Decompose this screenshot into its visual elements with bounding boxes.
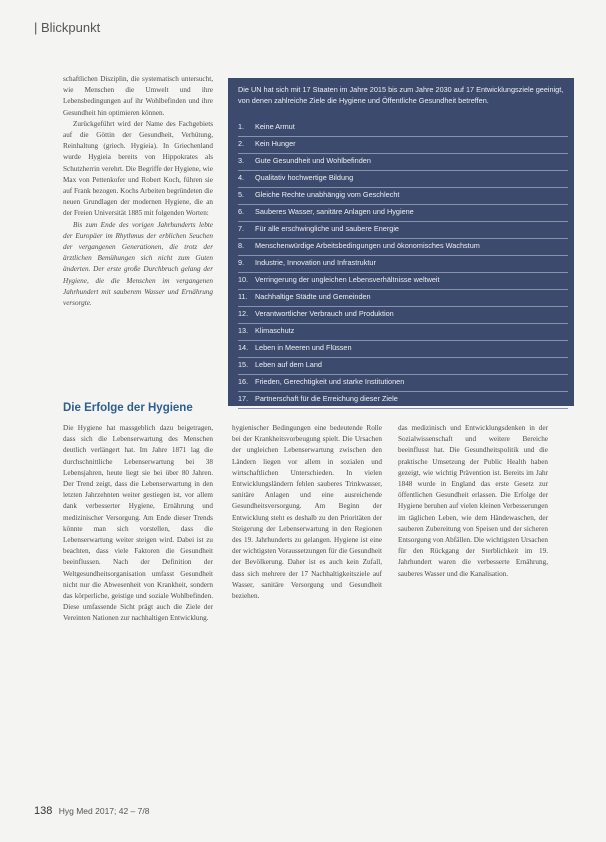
goal-number: 15. — [238, 360, 249, 369]
goal-number: 7. — [238, 224, 245, 233]
journal-issue: Hyg Med 2017; 42 – 7/8 — [58, 806, 150, 816]
goal-number: 2. — [238, 139, 245, 148]
goal-item — [238, 170, 568, 188]
section-header: | Blickpunkt — [34, 20, 101, 35]
goal-label: Verringerung der ungleichen Lebensverhältnisse weltweit — [255, 275, 440, 284]
goal-label: Nachhaltige Städte und Gemeinden — [255, 292, 371, 301]
goal-number: 8. — [238, 241, 245, 250]
page-footer — [34, 805, 149, 817]
goal-number: 10. — [238, 275, 249, 284]
goal-number: 11. — [238, 292, 248, 301]
goal-item — [238, 238, 568, 256]
goal-item — [238, 391, 568, 409]
goal-item — [238, 221, 568, 239]
intro-paragraph: Bis zum Ende des vorigen Jahrhunderts lebte der Europäer im Rhythmus der erblichen Seuchen der vergangenen Generationen, die trotz der ärztlichen Bemühungen sich nicht zum Guten änderten. Der erste große Durchbruch gelang der Hygiene, die die Menschen im vergangenen Jahrhundert mit sauberem Wasser und Ernährung versorgte. — [63, 220, 213, 308]
goal-number: 9. — [238, 258, 245, 267]
goal-label: Verantwortlicher Verbrauch und Produktion — [255, 309, 394, 318]
goal-number: 16. — [238, 377, 249, 386]
intro-paragraph: schaftlichen Disziplin, die systematisch untersucht, wie Menschen die Umwelt und ihre Lebensbedingungen auf ihr Wohlbefinden und ihre Gesundheit hin optimieren können. — [63, 75, 213, 117]
intro-paragraph: Zurückgeführt wird der Name des Fachgebiets auf die Göttin der Gesundheit, Verhütung, Reinhaltung (griech. Hygieia). In Griechenland wurde Hygieia bereits von Hippokrates als Schutzherrin verehrt. Die Begriffe der Hygiene, wie Max von Pettenkofer und Robert Koch, führen sie auf Frank bezogen. Kochs Arbeiten begründeten die neuen Grundlagen der modernen Hygiene, die an der Freien Universität 1885 mit folgenden Worten: — [63, 119, 213, 218]
body-column-3: das medizinisch und Entwicklungsdenken in der Sozialwissenschaft und weitere Bereiche beeinflusst hat. Die Gesundheitspolitik und die praktische Umsetzung der Public Health haben gezeigt, wie wichtig Prävention ist. Bereits im Jahr 1848 wurde in England das erste Gesetz zur öffentlichen Gesundheit erlassen. Die Erfolge der Hygiene beruhen auf vielen kleinen Verbesserungen im täglichen Leben, wie dem Händewaschen, der sauberen Zubereitung von Speisen und der sicheren Entsorgung von Abfällen. Die wichtigsten Ursachen für den Rückgang der Sterblichkeit im 19. Jahrhundert waren die verbesserte Ernährung, sauberes Wasser und die Kanalisation. — [398, 424, 548, 578]
goal-label: Industrie, Innovation und Infrastruktur — [255, 258, 376, 267]
info-box-intro: Die UN hat sich mit 17 Staaten im Jahre 2015 bis zum Jahre 2030 auf 17 Entwicklungsziele geeinigt, von denen zahlreiche Ziele die Hygiene und Öffentliche Gesundheit betreffen. — [238, 85, 564, 106]
goal-number: 13. — [238, 326, 249, 335]
page-number: 138 — [34, 805, 53, 817]
goal-label: Menschenwürdige Arbeitsbedingungen und ökonomisches Wachstum — [255, 241, 480, 250]
goal-label: Partnerschaft für die Erreichung dieser Ziele — [255, 394, 398, 403]
goal-number: 1. — [238, 122, 245, 131]
goal-label: Frieden, Gerechtigkeit und starke Institutionen — [255, 377, 405, 386]
goal-item — [238, 136, 568, 154]
goal-number: 4. — [238, 173, 245, 182]
goal-label: Gute Gesundheit und Wohlbefinden — [255, 156, 371, 165]
goal-item — [238, 374, 568, 392]
body-column-2: hygienischer Bedingungen eine bedeutende Rolle bei der Krankheitsvorbeugung spielt. Die Ursachen der ungleichen Lebenserwartung zwischen den Ländern liegen vor allem in sozialen und wirtschaftlichen Unterschieden. In vielen Entwicklungsländern fehlen sauberes Trinkwasser, sanitäre Anlagen und eine ausreichende Gesundheitsversorgung. Am Beginn der Entwicklung steht es deshalb zu den Prioritäten der Steigerung der Lebenserwartung in den Regionen des 19. Jahrhunderts zu gelangen. Hygiene ist eine der wichtigsten Voraussetzungen für die Gesundheit der Bevölkerung. Daher ist es auch kein Zufall, dass sich mehrere der 17 Nachhaltigkeitsziele auf Wasser, sanitäre Versorgung und Gesundheit beziehen. — [232, 424, 382, 601]
goal-label: Leben auf dem Land — [255, 360, 322, 369]
goal-item — [238, 289, 568, 307]
body-column-1: Die Hygiene hat massgeblich dazu beigetragen, dass sich die Lebenserwartung des Menschen deutlich verlängert hat. Im Jahre 1871 lag die durchschnittliche Lebenserwartung bei 38 Lebensjahren, heute liegt sie bei über 80 Jahren. Der Trend zeigt, dass die Lebenserwartung in den letzten Jahrzehnten weiter gestiegen ist, vor allem dank verbesserter Hygiene, Ernährung und medizinischer Versorgung. Am Ende dieser Trends könnte man sich vorstellen, dass die Lebenserwartung weiter steigen wird. Dabei ist zu beachten, dass viele Faktoren die Gesundheit beeinflussen. Nach der Definition der Weltgesundheitsorganisation umfasst Gesundheit nicht nur die Abwesenheit von Krankheit, sondern das körperliche, geistige und soziale Wohlbefinden. Diese umfassende Sicht prägt auch die Ziele der Vereinten Nationen zur nachhaltigen Entwicklung. — [63, 424, 213, 623]
goal-item — [238, 306, 568, 324]
goal-item — [238, 153, 568, 171]
goal-label: Keine Armut — [255, 122, 295, 131]
section-heading: Die Erfolge der Hygiene — [63, 402, 193, 414]
goal-number: 6. — [238, 207, 245, 216]
goal-label: Leben in Meeren und Flüssen — [255, 343, 352, 352]
goal-item — [238, 119, 568, 137]
sdg-info-box — [228, 78, 574, 406]
goal-number: 14. — [238, 343, 249, 352]
goal-item — [238, 204, 568, 222]
goal-label: Kein Hunger — [255, 139, 296, 148]
goal-number: 5. — [238, 190, 245, 199]
goal-label: Für alle erschwingliche und saubere Energie — [255, 224, 399, 233]
goal-number: 12. — [238, 309, 249, 318]
goal-label: Klimaschutz — [255, 326, 295, 335]
goal-item — [238, 340, 568, 358]
goal-label: Gleiche Rechte unabhängig vom Geschlecht — [255, 190, 400, 199]
goal-number: 17. — [238, 394, 249, 403]
goal-number: 3. — [238, 156, 245, 165]
goal-item — [238, 272, 568, 290]
goal-item — [238, 357, 568, 375]
intro-column — [63, 74, 213, 309]
goal-label: Qualitativ hochwertige Bildung — [255, 173, 354, 182]
goal-item — [238, 187, 568, 205]
goal-item — [238, 323, 568, 341]
goal-label: Sauberes Wasser, sanitäre Anlagen und Hygiene — [255, 207, 414, 216]
goal-item — [238, 255, 568, 273]
